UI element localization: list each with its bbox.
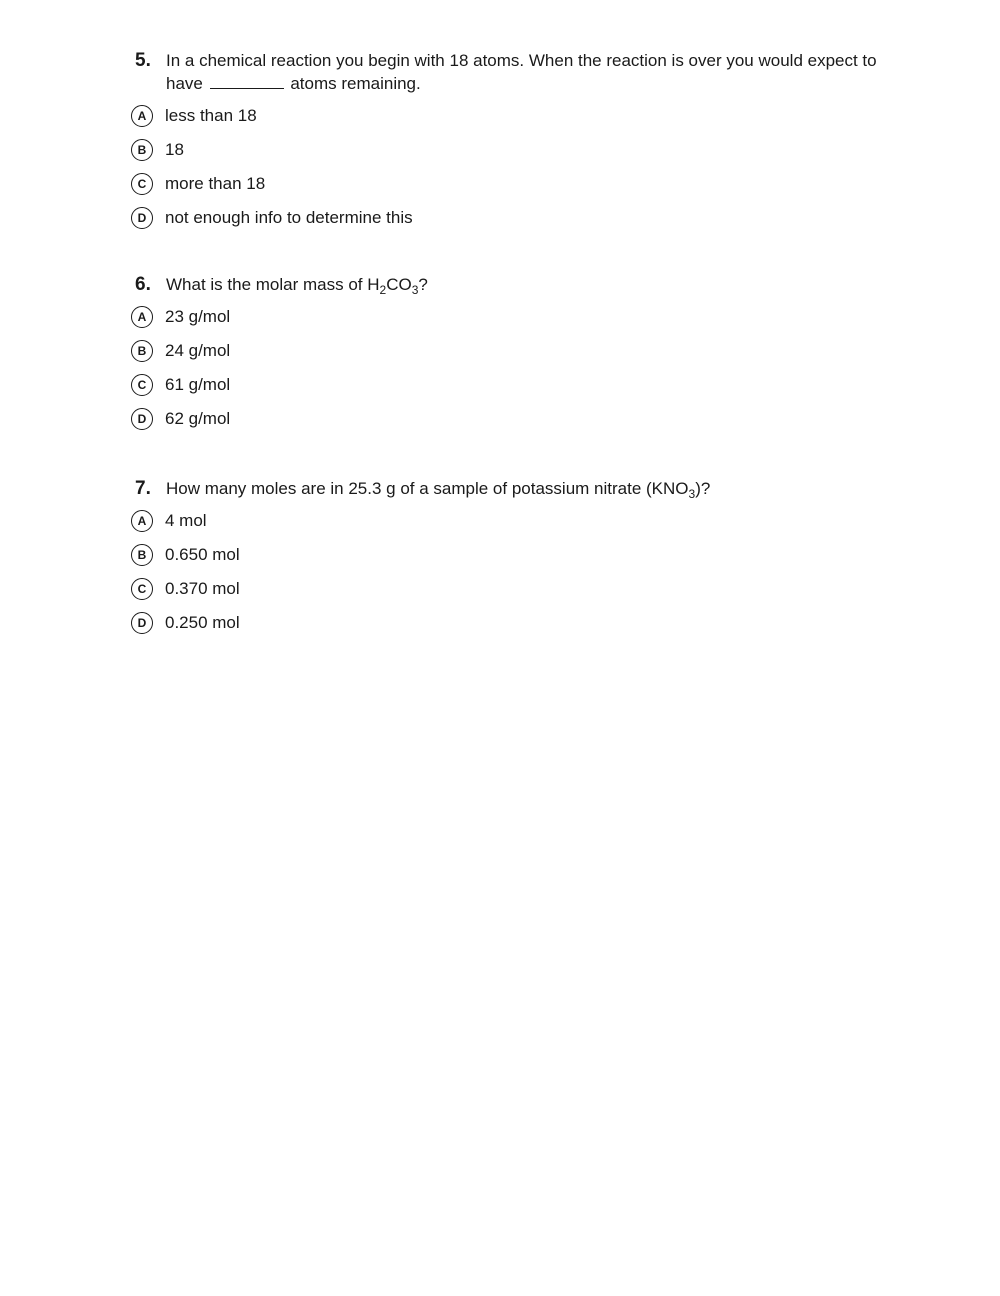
- option-bubble-icon[interactable]: C: [131, 578, 153, 600]
- question-text-end: ?: [418, 275, 428, 294]
- option-bubble-icon[interactable]: B: [131, 139, 153, 161]
- option-d[interactable]: [130, 402, 910, 436]
- option-bubble-icon[interactable]: B: [131, 544, 153, 566]
- question-6: [130, 273, 910, 436]
- option-bubble-icon[interactable]: A: [131, 510, 153, 532]
- option-bubble-icon[interactable]: A: [131, 306, 153, 328]
- option-bubble-icon[interactable]: B: [131, 340, 153, 362]
- option-bubble-icon[interactable]: C: [131, 374, 153, 396]
- answer-options: [130, 300, 910, 436]
- answer-options: [130, 99, 910, 235]
- option-text: 0.250 mol: [165, 613, 240, 632]
- subscript: 3: [688, 487, 696, 501]
- question-text: How many moles are in 25.3 g of a sample of potassium nitrate (KNO: [166, 479, 689, 498]
- question-text: In a chemical reaction you begin with 18 atoms. When the reaction is over you would expect to have: [166, 51, 877, 93]
- option-text: 4 mol: [165, 511, 207, 530]
- option-text: not enough info to determine this: [165, 208, 413, 227]
- option-bubble-icon[interactable]: D: [131, 408, 153, 430]
- question-text: What is the molar mass of H: [166, 275, 380, 294]
- formula-part: CO: [386, 275, 412, 294]
- question-number: 7.: [135, 478, 151, 499]
- option-c[interactable]: [130, 368, 910, 402]
- option-text: more than 18: [165, 174, 266, 193]
- question-number: 6.: [135, 274, 151, 295]
- option-text: 61 g/mol: [165, 375, 231, 394]
- option-bubble-icon[interactable]: A: [131, 105, 153, 127]
- question-5: [130, 49, 910, 235]
- option-text: 0.650 mol: [165, 545, 240, 564]
- option-a[interactable]: [130, 300, 910, 334]
- answer-blank: [210, 74, 284, 89]
- option-d[interactable]: [130, 201, 910, 235]
- option-a[interactable]: [130, 99, 910, 133]
- question-number: 5.: [135, 50, 151, 71]
- question-stem: [130, 477, 910, 500]
- option-b[interactable]: [130, 133, 910, 167]
- option-c[interactable]: [130, 167, 910, 201]
- question-stem: [130, 273, 910, 296]
- option-bubble-icon[interactable]: C: [131, 173, 153, 195]
- option-text: 0.370 mol: [165, 579, 240, 598]
- option-text: 18: [165, 140, 184, 159]
- subscript: 2: [379, 283, 387, 297]
- question-text-end: )?: [695, 479, 711, 498]
- question-stem: [130, 49, 910, 95]
- option-b[interactable]: [130, 334, 910, 368]
- option-c[interactable]: [130, 572, 910, 606]
- option-bubble-icon[interactable]: D: [131, 612, 153, 634]
- question-7: [130, 477, 910, 640]
- option-d[interactable]: [130, 606, 910, 640]
- subscript: 3: [411, 283, 419, 297]
- option-a[interactable]: [130, 504, 910, 538]
- option-text: less than 18: [165, 106, 257, 125]
- option-text: 24 g/mol: [165, 341, 231, 360]
- option-b[interactable]: [130, 538, 910, 572]
- option-text: 23 g/mol: [165, 307, 231, 326]
- question-text-end: atoms remaining.: [290, 74, 421, 93]
- answer-options: [130, 504, 910, 640]
- option-bubble-icon[interactable]: D: [131, 207, 153, 229]
- option-text: 62 g/mol: [165, 409, 231, 428]
